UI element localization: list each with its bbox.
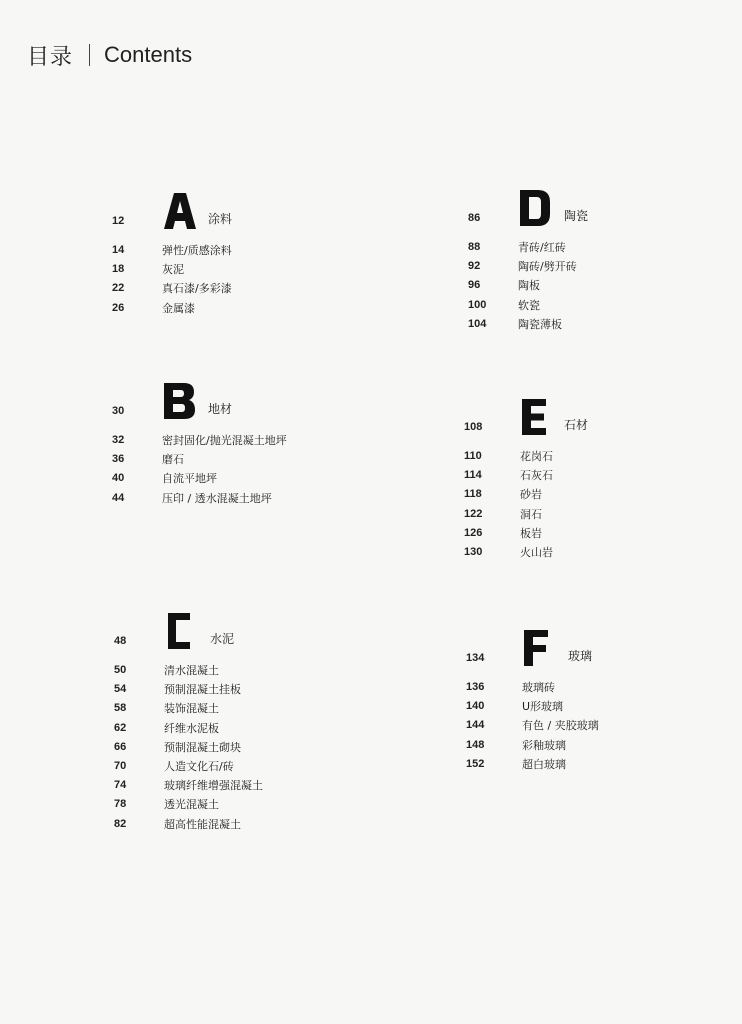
title-english: Contents [104, 42, 193, 67]
section-page-number: 86 [468, 212, 481, 224]
section-title: 水泥 [210, 632, 235, 646]
section-title: 地材 [208, 402, 233, 416]
section-title: 涂料 [208, 212, 233, 226]
item-label: 磨石 [162, 453, 184, 467]
item-page-number: 74 [114, 779, 127, 792]
item-page-number: 130 [464, 545, 483, 558]
item-page-number: 152 [466, 757, 485, 770]
item-label: 陶砖/劈开砖 [518, 260, 577, 274]
item-label: 装饰混凝土 [164, 702, 219, 716]
section-letter-c-glyph [164, 613, 200, 649]
item-page-number: 40 [112, 472, 125, 485]
item-label: 自流平地坪 [162, 472, 217, 486]
section-letter-b-glyph [162, 383, 198, 419]
item-label: 压印 / 透水混凝土地坪 [162, 491, 272, 505]
item-label: 纤维水泥板 [164, 721, 219, 735]
item-page-number: 126 [464, 526, 483, 539]
item-page-number: 70 [114, 759, 127, 772]
item-label: 人造文化石/砖 [164, 759, 234, 773]
item-page-number: 148 [466, 738, 485, 751]
item-label: 火山岩 [520, 545, 553, 559]
item-label: 玻璃砖 [522, 681, 555, 694]
item-page-number: 58 [114, 702, 127, 715]
section-page-number: 48 [114, 635, 127, 647]
item-label: 砂岩 [520, 488, 542, 502]
item-page-number: 140 [466, 700, 485, 713]
item-page-number: 104 [468, 317, 487, 330]
item-page-number: 96 [468, 279, 481, 292]
item-page-number: 32 [112, 434, 125, 446]
item-label: 密封固化/抛光混凝土地坪 [162, 434, 287, 447]
item-page-number: 36 [112, 453, 125, 466]
item-page-number: 88 [468, 241, 481, 253]
section-letter-e-glyph [518, 399, 554, 435]
item-page-number: 110 [464, 450, 482, 462]
item-page-number: 18 [112, 263, 125, 276]
item-page-number: 54 [114, 683, 127, 696]
item-label: 洞石 [520, 507, 542, 521]
item-page-number: 114 [464, 469, 482, 482]
item-label: 清水混凝土 [164, 664, 219, 677]
item-page-number: 62 [114, 721, 127, 734]
section-letter-f-glyph [520, 630, 556, 666]
item-page-number: 44 [112, 491, 125, 504]
item-label: 陶板 [518, 279, 540, 293]
item-label: 灰泥 [162, 263, 184, 277]
section-letter-a-glyph [162, 193, 198, 229]
item-page-number: 78 [114, 798, 127, 811]
item-label: 透光混凝土 [164, 798, 219, 812]
item-label: 玻璃纤维增强混凝土 [164, 779, 263, 793]
item-page-number: 118 [464, 488, 482, 501]
page-header [27, 40, 192, 70]
item-label: 金属漆 [162, 301, 195, 315]
item-label: 软瓷 [518, 298, 540, 312]
item-page-number: 82 [114, 817, 127, 830]
item-page-number: 14 [112, 244, 125, 256]
section-title: 陶瓷 [564, 209, 589, 223]
section-page-number: 30 [112, 405, 125, 417]
section-title: 石材 [564, 418, 589, 432]
item-label: 陶瓷薄板 [518, 317, 562, 331]
section-page-number: 108 [464, 421, 483, 433]
item-page-number: 100 [468, 298, 487, 311]
item-label: 彩釉玻璃 [522, 738, 566, 752]
item-label: 预制混凝土砌块 [164, 740, 241, 754]
item-label: 弹性/质感涂料 [162, 244, 232, 257]
item-page-number: 26 [112, 301, 125, 314]
item-page-number: 92 [468, 260, 481, 273]
item-page-number: 66 [114, 740, 127, 753]
item-label: 真石漆/多彩漆 [162, 282, 232, 296]
title-divider [89, 44, 90, 66]
item-page-number: 144 [466, 719, 485, 732]
item-label: 预制混凝土挂板 [164, 683, 241, 697]
item-label: 超高性能混凝土 [164, 817, 241, 831]
item-label: 超白玻璃 [522, 757, 566, 771]
item-page-number: 136 [466, 681, 485, 693]
item-label: 石灰石 [520, 469, 553, 483]
section-letter-d-glyph [518, 190, 554, 226]
item-page-number: 50 [114, 664, 127, 676]
item-label: 青砖/红砖 [518, 241, 566, 254]
item-label: 花岗石 [520, 450, 553, 463]
item-page-number: 22 [112, 282, 125, 295]
section-title: 玻璃 [568, 649, 593, 663]
item-label: 有色 / 夹胶玻璃 [522, 719, 599, 733]
item-label: U形玻璃 [522, 700, 564, 714]
section-page-number: 134 [466, 652, 485, 664]
item-label: 板岩 [520, 526, 542, 540]
title-chinese: 目录 [27, 44, 74, 70]
section-page-number: 12 [112, 215, 125, 227]
item-page-number: 122 [464, 507, 483, 520]
